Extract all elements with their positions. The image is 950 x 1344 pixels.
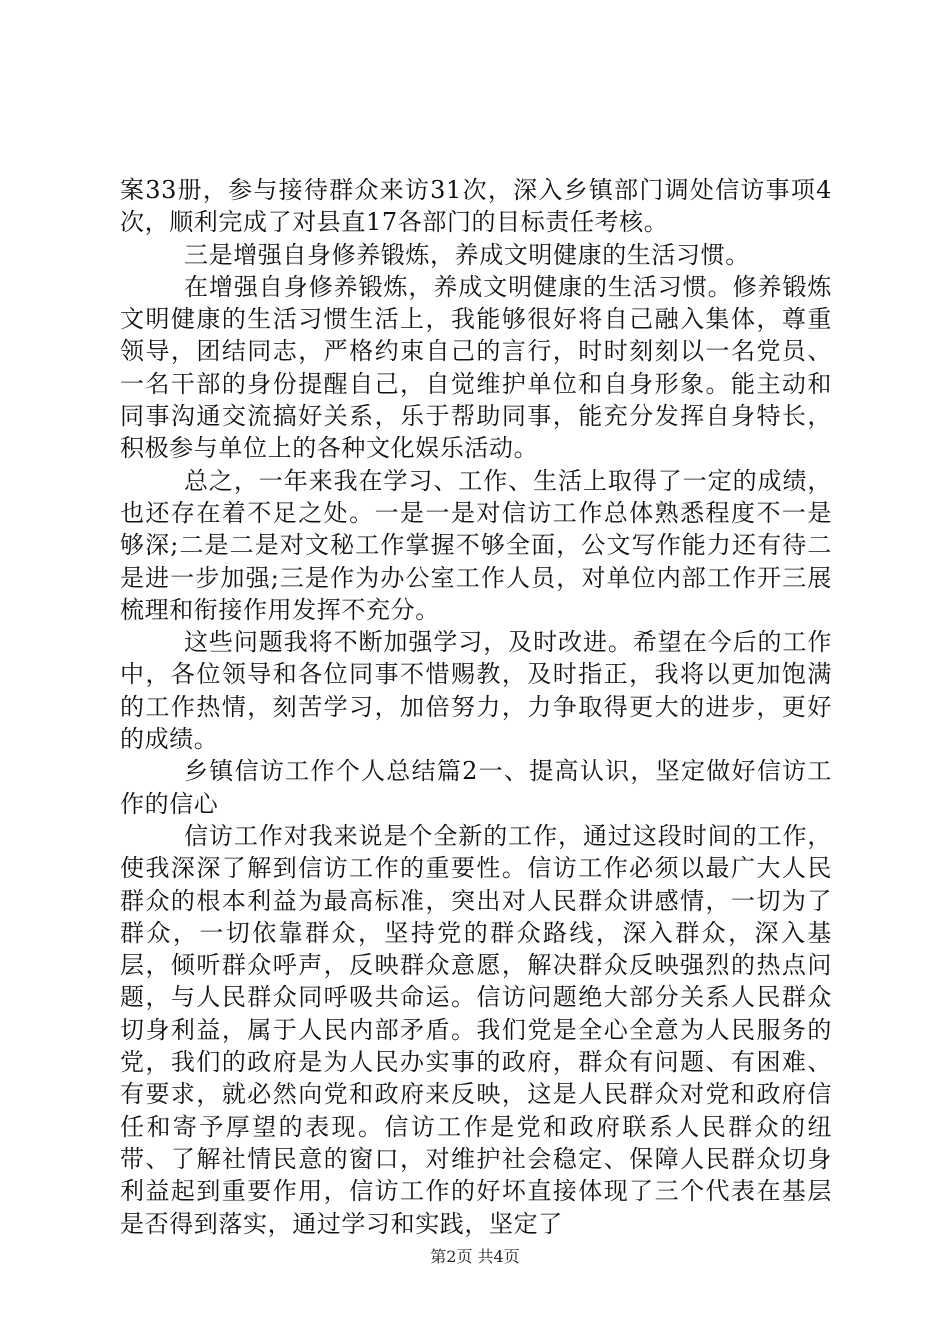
paragraph-summary: 总之，一年来我在学习、工作、生活上取得了一定的成绩，也还存在着不足之处。一是一是对信访工作总体熟悉程度不一是够深;二是二是对文秘工作掌握不够全面，公文写作能力还有待二是进一步加强;三是作为办公室工作人员，对单位内部工作开三展梳理和衔接作用发挥不充分。 — [120, 466, 832, 624]
page-number-footer: 第2页 共4页 — [430, 1247, 520, 1266]
paragraph-improvement: 这些问题我将不断加强学习，及时改进。希望在今后的工作中，各位领导和各位同事不惜赐教，及时指正，我将以更加饱满的工作热情，刻苦学习，加倍努力，力争取得更大的进步，更好的成绩。 — [120, 628, 832, 754]
paragraph-continuation: 案33册，参与接待群众来访31次，深入乡镇部门调处信访事项4次，顺利完成了对县直17各部门的目标责任考核。 — [120, 176, 832, 237]
paragraph-petition-work: 信访工作对我来说是个全新的工作，通过这段时间的工作，使我深深了解到信访工作的重要性。信访工作必须以最广大人民群众的根本利益为最高标准，突出对人民群众讲感情，一切为了群众，一切依靠群众，坚持党的群众路线，深入群众，深入基层，倾听群众呼声，反映群众意愿，解决群众反映强烈的热点问题，与人民群众同呼吸共命运。信访问题绝大部分关系人民群众切身利益，属于人民内部矛盾。我们党是全心全意为人民服务的党，我们的政府是为人民办实事的政府，群众有问题、有困难、有要求，就必然向党和政府来反映，这是人民群众对党和政府信任和寄予厚望的表现。信访工作是党和政府联系人民群众的纽带、了解社情民意的窗口，对维护社会稳定、保障人民群众切身利益起到重要作用，信访工作的好坏直接体现了三个代表在基层是否得到落实，通过学习和实践，坚定了 — [120, 821, 832, 1238]
document-body — [120, 174, 832, 1240]
paragraph-heading-point-three: 三是增强自身修养锻炼，养成文明健康的生活习惯。 — [184, 240, 750, 269]
paragraph-self-cultivation: 在增强自身修养锻炼，养成文明健康的生活习惯。修养锻炼文明健康的生活习惯生活上，我能够很好将自己融入集体，尊重领导，团结同志，严格约束自己的言行，时时刻刻以一名党员、一名干部的身份提醒自己，自觉维护单位和自身形象。能主动和同事沟通交流搞好关系，乐于帮助同事，能充分发挥自身特长，积极参与单位上的各种文化娱乐活动。 — [120, 272, 832, 463]
paragraph-section-title: 乡镇信访工作个人总结篇2一、提高认识，坚定做好信访工作的信心 — [120, 757, 832, 818]
